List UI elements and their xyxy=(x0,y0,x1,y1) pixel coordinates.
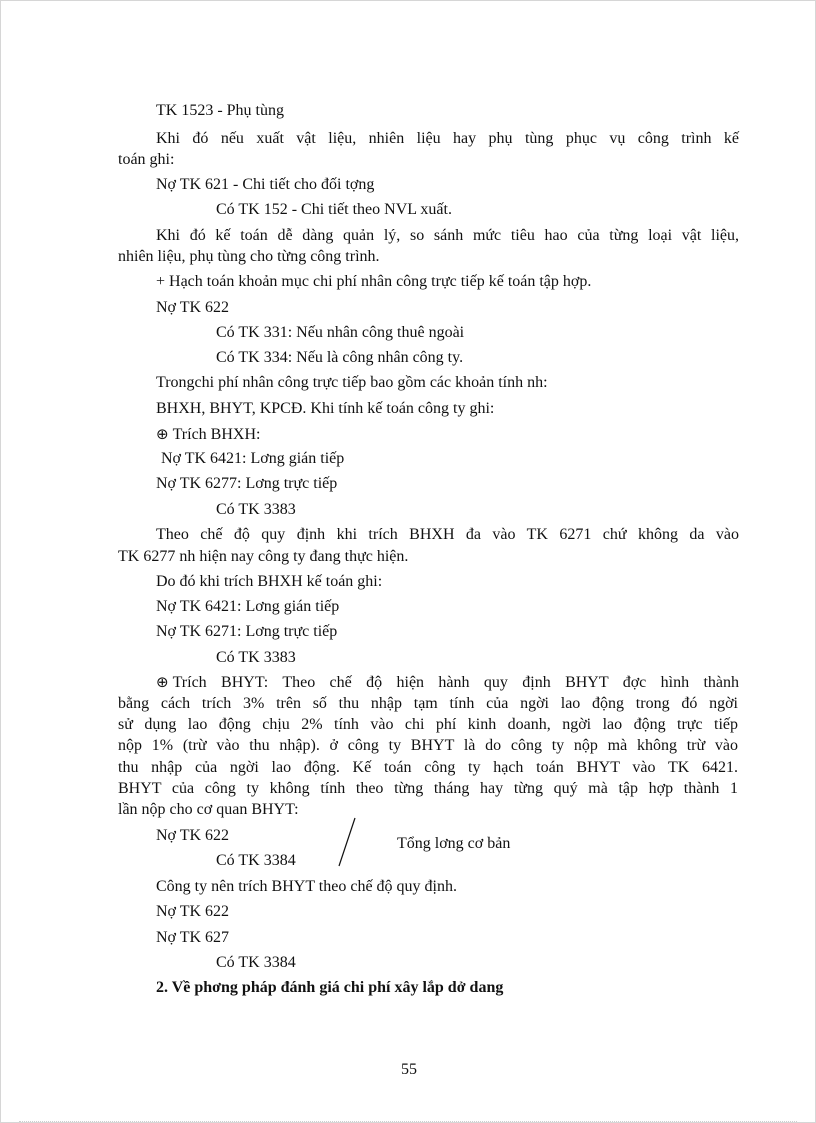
text-line: TK 6277 nh hiện nay công ty đang thực hiện. xyxy=(118,548,409,565)
text-line: Nợ TK 6421: Lơng gián tiếp xyxy=(156,598,340,615)
text-line: BHXH, BHYT, KPCĐ. Khi tính kế toán công ty ghi: xyxy=(156,400,495,417)
text-line: TK 1523 - Phụ tùng xyxy=(156,102,284,119)
text-line: + Hạch toán khoản mục chi phí nhân công trực tiếp kế toán tập hợp. xyxy=(156,273,592,290)
bhyt-heading: ⊕ Trích BHYT: Theo chế độ hiện hành quy định BHYT đợc hình thành xyxy=(156,673,739,691)
slash-divider xyxy=(337,817,357,867)
text-line: Nợ TK 6421: Lơng gián tiếp xyxy=(161,450,345,467)
text-line: Có TK 331: Nếu nhân công thuê ngoài xyxy=(216,324,465,341)
text-line: sử dụng lao động chịu 2% tính vào chi phí kinh doanh, ngời lao động trực tiếp xyxy=(118,716,738,733)
text-line: Nợ TK 621 - Chi tiết cho đối tợng xyxy=(156,176,375,193)
text-line: Nợ TK 622 xyxy=(156,903,230,920)
text-line: Nợ TK 6271: Lơng trực tiếp xyxy=(156,623,338,640)
text-line: BHYT của công ty không tính theo từng tháng hay từng quý mà tập hợp thành 1 xyxy=(118,780,738,797)
text-line: bằng cách trích 3% trên số thu nhập tạm tính của ngời lao động trong đó ngời xyxy=(118,695,738,712)
bhxh-heading: ⊕ Trích BHXH: xyxy=(156,425,261,443)
text-line: lần nộp cho cơ quan BHYT: xyxy=(118,801,299,818)
text-line: Khi đó kế toán dễ dàng quản lý, so sánh mức tiêu hao của từng loại vật liệu, xyxy=(156,227,739,244)
text-line: Nợ TK 627 xyxy=(156,929,230,946)
text-line: Có TK 3384 xyxy=(216,852,296,869)
text-line: Công ty nên trích BHYT theo chế độ quy định. xyxy=(156,878,457,895)
circle-plus-icon: ⊕ xyxy=(156,673,169,691)
text-line: Nợ TK 6277: Lơng trực tiếp xyxy=(156,475,338,492)
text-line: Khi đó nếu xuất vật liệu, nhiên liệu hay phụ tùng phục vụ công trình kế xyxy=(156,130,739,147)
text-line: Có TK 152 - Chi tiết theo NVL xuất. xyxy=(216,201,452,218)
text-line: Theo chế độ quy định khi trích BHXH đa vào TK 6271 chứ không da vào xyxy=(156,526,739,543)
text-line: Nợ TK 622 xyxy=(156,827,230,844)
text-line: nhiên liệu, phụ tùng cho từng công trình. xyxy=(118,248,380,265)
text-line: thu nhập của ngời lao động. Kế toán công ty hạch toán BHYT vào TK 6421. xyxy=(118,759,738,776)
section-heading: 2. Về phơng pháp đánh giá chi phí xây lắp dở dang xyxy=(156,979,504,996)
footer-rule xyxy=(19,1121,797,1122)
text-line: Có TK 3383 xyxy=(216,649,296,666)
page-number: 55 xyxy=(401,1061,417,1078)
text-line: Nợ TK 622 xyxy=(156,299,230,316)
text-line: Trongchi phí nhân công trực tiếp bao gồm các khoản tính nh: xyxy=(156,374,548,391)
text-line: Có TK 3383 xyxy=(216,501,296,518)
text-line: nộp 1% (trừ vào thu nhập). ở công ty BHYT là do công ty nộp mà không trừ vào xyxy=(118,737,738,754)
text-line: toán ghi: xyxy=(118,151,175,168)
text-line: Có TK 334: Nếu là công nhân công ty. xyxy=(216,349,464,366)
text-line: Do đó khi trích BHXH kế toán ghi: xyxy=(156,573,383,590)
text-line: Tổng lơng cơ bản xyxy=(397,835,511,852)
circle-plus-icon: ⊕ xyxy=(156,425,169,443)
text-line: Có TK 3384 xyxy=(216,954,296,971)
